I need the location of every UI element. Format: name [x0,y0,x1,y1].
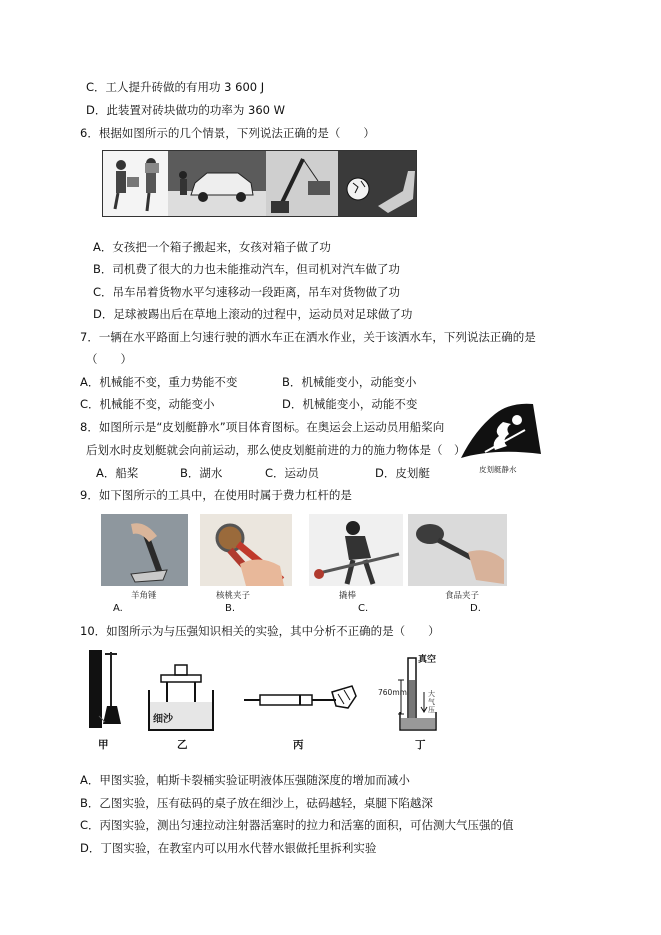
fig-label-jia: 甲 [98,739,109,751]
q8-line1: 8．如图所示是“皮划艇静水”项目体育图标。在奥运会上运动员用船桨向 [80,420,445,434]
pascal-barrel-figure [85,650,130,735]
q5-option-c: C．工人提升砖做的有用功 3 600 J [86,80,265,94]
q6-scenes-image [102,150,417,217]
claw-hammer-photo [101,514,188,586]
tool-caption-a: 羊角锤 [131,591,157,601]
vacuum-label: 真空 [418,655,437,665]
sand-label: 细沙 [153,714,173,725]
q6-option-c: C．吊车吊着货物水平匀速移动一段距离，吊车对货物做了功 [93,285,401,299]
q10-option-a: A．甲图实验，帕斯卡裂桶实验证明液体压强随深度的增加而减小 [80,773,410,787]
q7-option-a: A．机械能不变，重力势能不变 [80,375,238,389]
torricelli-figure [378,652,458,736]
tool-caption-b: 核桃夹子 [216,591,251,601]
q7-option-d: D．机械能变小，动能不变 [282,397,418,411]
q7-option-c: C．机械能不变，动能变小 [80,397,215,411]
atm-pressure-label: 大气压 [428,690,435,714]
q10-stem: 10．如图所示为与压强知识相关的实验，其中分析不正确的是（ ） [80,624,440,638]
q7-option-b: B．机械能变小，动能变小 [282,375,417,389]
tool-caption-c: 撬棒 [339,591,357,601]
q8-option-a: A．船桨 [96,466,139,480]
q8-option-c: C．运动员 [265,466,320,480]
crowbar-photo [309,514,403,586]
q7-stem: 7．一辆在水平路面上匀速行驶的洒水车正在洒水作业，关于该洒水车，下列说法正确的是 [80,330,536,344]
tool-letter-c: C. [358,603,369,614]
q7-paren: （ ） [86,352,132,366]
q6-option-b: B．司机费了很大的力也未能推动汽车，但司机对汽车做了功 [93,262,400,276]
mercury-height-label: 760mm [378,688,407,697]
q8-option-d: D．皮划艇 [375,466,430,480]
canoe-icon-caption: 皮划艇静水 [479,465,517,474]
fig-label-ding: 丁 [415,739,426,751]
q6-stem: 6．根据如图所示的几个情景，下列说法正确的是（ ） [80,126,375,140]
q8-option-b: B．湖水 [180,466,223,480]
q10-option-b: B．乙图实验，压有砝码的桌子放在细沙上，砝码越轻，桌腿下陷越深 [80,796,433,810]
q6-option-a: A．女孩把一个箱子搬起来，女孩对箱子做了功 [93,240,331,254]
q6-option-d: D．足球被踢出后在草地上滚动的过程中，运动员对足球做了功 [93,307,413,321]
q10-option-d: D．丁图实验，在教室内可以用水代替水银做托里拆利实验 [80,841,377,855]
q5-option-d: D．此装置对砖块做功的功率为 360 W [86,103,285,117]
tool-letter-d: D. [470,603,481,614]
canoe-sprint-icon [455,400,547,478]
fig-label-yi: 乙 [177,739,188,751]
tool-letter-a: A. [113,603,123,614]
fig-label-bing: 丙 [293,739,304,751]
nutcracker-photo [200,514,292,586]
food-tongs-photo [408,514,507,586]
q10-option-c: C．丙图实验，测出匀速拉动注射器活塞时的拉力和活塞的面积，可估测大气压强的值 [80,818,514,832]
syringe-figure [240,680,360,720]
tool-caption-d: 食品夹子 [445,591,480,601]
q8-line2: 后划水时皮划艇就会向前运动，那么使皮划艇前进的力的施力物体是（ ） [86,443,466,457]
tool-letter-b: B. [225,603,236,614]
q9-stem: 9．如下图所示的工具中，在使用时属于费力杠杆的是 [80,488,352,502]
sand-table-figure [145,662,217,734]
